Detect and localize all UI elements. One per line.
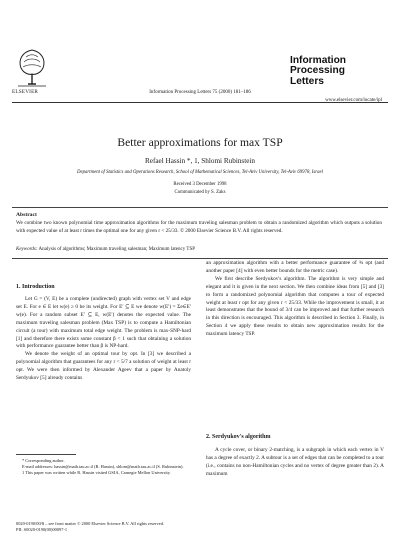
article-title: Better approximations for max TSP (117, 136, 283, 149)
paragraph: We first describe Serdyukov's algorithm. The algorithm is very simple and elegant and it is given in the next section. We then combine ideas from [5] and [3] to form a randomized polynomial algorithm that computes a tour of expected weight at least r opt for any given r < 25/33. While the improvement is small, it at least demonstrates that the bound of 3/4 can be improved and that further research in this direction is encouraged. This algorithm is described in Section 3. Finally, in Section 4 we apply these results to obtain new approximation results for the maximum latency TSP. (206, 275, 384, 338)
paragraph: We denote the weight of an optimal tour by opt. In [3] we described a polynomial algorithm that guarantees for any r < 5/7 a solution of weight at least r opt. We were then informed by Alexander Ageev that a paper by Anatoly Serdyukov [5] already contains (16, 351, 191, 382)
page-footer (16, 521, 164, 533)
pii-line: PII: S0020-0190(00)00097-1 (16, 527, 68, 533)
section2-body (206, 447, 384, 479)
received-date: Received 3 December 1998 (173, 182, 227, 187)
footnote: * Corresponding author. (22, 458, 65, 463)
journal-title-line: Information (290, 55, 347, 66)
copyright-line: 0020-0190/00/$ – see front matter © 2000 Elsevier Science B.V. All rights reserved. (16, 521, 164, 526)
journal-citation: Information Processing Letters 75 (2000) 181–186 (149, 90, 251, 95)
abstract-bottom-rule (12, 258, 388, 259)
abstract-heading: Abstract (16, 212, 37, 218)
article-authors: Refael Hassin *, 1, Shlomi Rubinstein (144, 157, 255, 165)
keywords-list: Analysis of algorithms; Maximum traveling salesman; Maximum latency TSP (38, 247, 196, 252)
publisher-name: ELSEVIER (12, 89, 39, 95)
footnote-rule (16, 454, 76, 455)
footnotes (16, 458, 191, 477)
paragraph: A cycle cover, or binary 2-matching, is a subgraph in which each vertex in V has a degree of exactly 2. A subtour is a set of edges that can be completed to a tour (i.e., contains no non-Hamiltonian cycles and no vertex of degree greater than 2). A maximum (206, 447, 384, 477)
communicated-by: Communicated by S. Zaks (174, 190, 226, 195)
keywords (16, 247, 382, 252)
abstract-top-rule (12, 207, 388, 208)
journal-title-line: Letters (290, 75, 324, 87)
section-heading-introduction: 1. Introduction (16, 284, 55, 290)
journal-title (290, 56, 382, 87)
footnote: E-mail addresses: hassin@math.tau.ac.il (R. Hassin), shlom@math.tau.ac.il (S. Rubinstein). (22, 464, 184, 470)
author-affiliation: Department of Statistics and Operations Research, School of Mathematical Sciences, Tel-Aviv University, Tel-Aviv 69978, Israel (77, 170, 323, 175)
journal-title-line: Processing (290, 65, 345, 77)
elsevier-tree-logo (12, 44, 52, 88)
header-divider (12, 102, 388, 103)
paragraph: Let G = (V, E) be a complete (undirected) graph with vertex set V and edge set E. For e ∈ E let w(e) ≥ 0 be its weight. For E′ ⊆ E we denote w(E′) = Σe∈E′ w(e). For a random subset E′ ⊆ E, w(E′) denotes the expected value. The maximum traveling salesman problem (Max TSP) is to compute a Hamiltonian circuit (a tour) with maximum total edge weight. The problem is max-SNP-hard [1] and therefore there exists some constant β < 1 such that obtaining a solution with performance guarantee better than β is NP-hard. (16, 296, 191, 350)
right-column-body (206, 260, 384, 339)
abstract-text: We combine two known polynomial time approximation algorithms for the maximum traveling salesman problem to obtain a randomized algorithm which outputs a solution with expected value of at least r times the optimal one for any given r < 25/33. © 2000 Elsevier Science B.V. All rights reserved. (16, 220, 382, 234)
keywords-label: Keywords: (16, 247, 38, 252)
section-heading-serdyukov: 2. Serdyukov's algorithm (206, 434, 271, 440)
paragraph: an approximation algorithm with a better performance guarantee of ¾ opt (and another paper [4] with even better bounds for the metric case). (206, 260, 384, 274)
footnote: 1 This paper was written while R. Hassin visited GSIA, Carnegie Mellon University. (22, 470, 171, 476)
left-column-body (16, 296, 191, 383)
journal-url-link[interactable]: www.elsevier.com/locate/ipl (325, 98, 382, 103)
